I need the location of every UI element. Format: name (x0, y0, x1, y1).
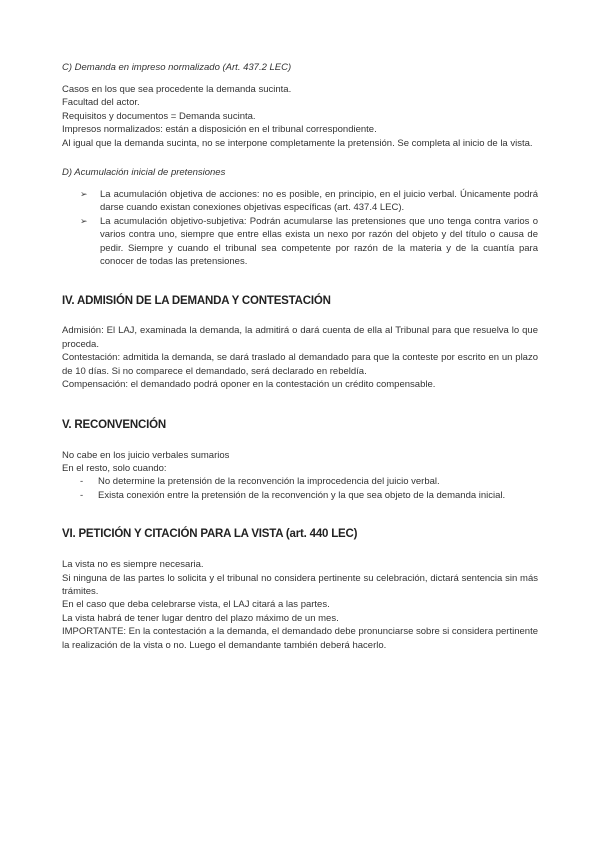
section-vi-line: IMPORTANTE: En la contestación a la demanda, el demandado debe pronunciarse sobre si considera pertinente la realización de la vista o no. Luego el demandante también deberá hacerlo. (62, 626, 538, 651)
section-iv-line: Compensación: el demandado podrá oponer en la contestación un crédito compensable. (62, 379, 436, 391)
section-c-title: C) Demanda en impreso normalizado (Art. 437.2 LEC) (62, 62, 292, 73)
section-c-line: Impresos normalizados: están a disposición en el tribunal correspondiente. (62, 124, 377, 136)
section-v-heading: V. RECONVENCIÓN (62, 418, 166, 431)
section-vi-line: En el caso que deba celebrarse vista, el LAJ citará a las partes. (62, 599, 330, 611)
list-item (62, 188, 538, 215)
section-iv (62, 294, 538, 391)
section-d-title: D) Acumulación inicial de pretensiones (62, 167, 226, 179)
section-v-line: En el resto, solo cuando: (62, 462, 167, 474)
arrow-bullet-icon: ➢ (80, 215, 88, 226)
section-vi (62, 527, 538, 652)
dash-text: No determine la pretensión de la reconvención la improcedencia del juicio verbal. (98, 476, 440, 488)
arrow-bullet-icon: ➢ (80, 189, 88, 200)
section-v-line: No cabe en los juicio verbales sumarios (62, 449, 230, 461)
section-v (62, 418, 538, 503)
section-vi-line: La vista habrá de tener lugar dentro del plazo máximo de un mes. (62, 612, 339, 624)
list-item (62, 489, 538, 502)
section-c-line: Al igual que la demanda sucinta, no se interpone completamente la pretensión. Se completa al inicio de la vista. (62, 137, 533, 149)
section-d (62, 166, 538, 268)
section-iv-heading: IV. ADMISIÓN DE LA DEMANDA Y CONTESTACIÓN (62, 295, 331, 308)
section-c-line: Facultad del actor. (62, 97, 140, 109)
dash-bullet-icon: - (80, 489, 84, 501)
section-v-dash-list (62, 475, 538, 502)
section-vi-heading: VI. PETICIÓN Y CITACIÓN PARA LA VISTA (art. 440 LEC) (62, 528, 358, 541)
list-item (62, 475, 538, 488)
section-iv-line: Contestación: admitida la demanda, se dará traslado al demandado para que la conteste por escrito en un plazo de 10 días. Si no comparece el demandado, será declarado en rebeldía. (62, 352, 538, 377)
section-vi-line: Si ninguna de las partes lo solicita y el tribunal no considera pertinente su celebración, dictará sentencia sin más trámites. (62, 572, 538, 597)
section-c-line: Casos en los que sea procedente la demanda sucinta. (62, 84, 292, 95)
bullet-text: La acumulación objetivo-subjetiva: Podrán acumularse las pretensiones que uno tenga contra varios o varios contra uno, siempre que entre ellas exista un nexo por razón del objeto y del título o causa de pedir. Siempre y cuando el tribunal sea competente por razón de la materia y de la cuantía para conocer de todas las pretensiones. (100, 215, 538, 268)
bullet-text: La acumulación objetiva de acciones: no es posible, en principio, en el juicio verbal. Únicamente podrá darse cuando existan conexiones objetivas específicas (art. 437.4 LEC). (100, 189, 538, 214)
document-page (62, 61, 538, 668)
section-c (62, 61, 538, 150)
dash-text: Exista conexión entre la pretensión de la reconvención y la que sea objeto de la demanda inicial. (98, 489, 506, 501)
section-vi-line: La vista no es siempre necesaria. (62, 559, 204, 571)
dash-bullet-icon: - (80, 476, 84, 488)
section-c-line: Requisitos y documentos = Demanda sucinta. (62, 110, 256, 122)
section-d-bullet-list (62, 188, 538, 268)
list-item (62, 215, 538, 269)
section-iv-line: Admisión: El LAJ, examinada la demanda, la admitirá o dará cuenta de ella al Tribunal para que resuelva lo que proceda. (62, 325, 538, 350)
